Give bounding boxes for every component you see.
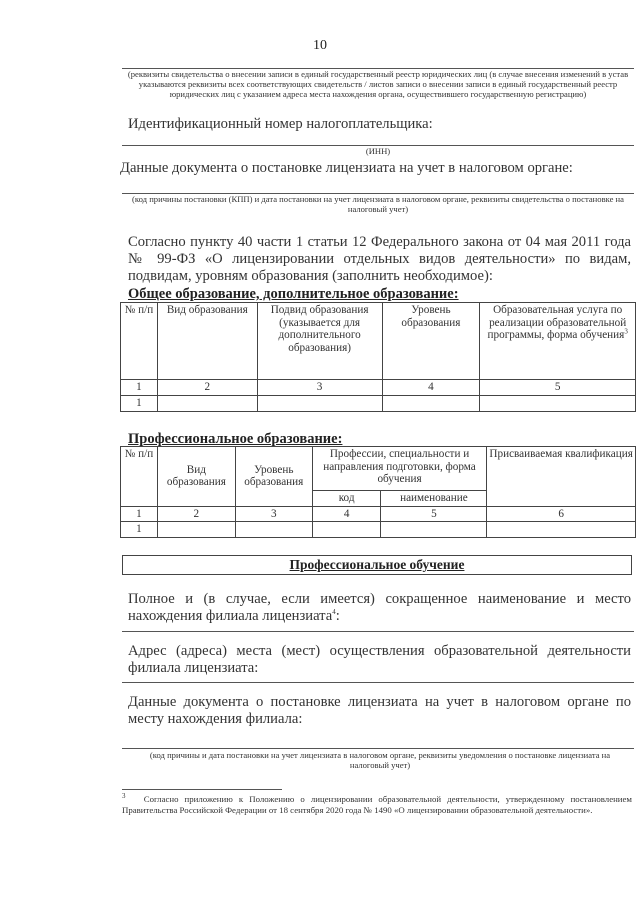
branch-name-paragraph: Полное и (в случае, если имеется) сокращенное наименование и место нахождения филиала лицензиата$^4$: bbox=[128, 591, 631, 624]
professional-education-table bbox=[120, 446, 636, 538]
col-no-header: № п/п bbox=[121, 303, 158, 380]
empty-cell bbox=[487, 522, 636, 538]
page-number: 10 bbox=[313, 38, 327, 53]
empty-cell bbox=[312, 522, 381, 538]
tax-heading: Данные документа о постановке лицензиата на учет в налоговом органе: bbox=[120, 160, 573, 176]
branch-name-rule bbox=[122, 631, 634, 632]
col-professions-header: Профессии, специальности и направления подготовки, форма обучения bbox=[312, 447, 487, 491]
branch-address-paragraph: Адрес (адреса) места (мест) осуществления образовательной деятельности филиала лицензиата: bbox=[128, 643, 631, 676]
empty-cell bbox=[157, 395, 257, 411]
number-cell: 5 bbox=[381, 506, 487, 522]
table-header-row bbox=[121, 447, 636, 491]
intro-paragraph: Согласно пункту 40 части 1 статьи 12 Федерального закона от 04 мая 2011 года № 99-ФЗ «О лицензировании отдельных видов деятельности» по видам, подвидам, уровням образования (заполнить необходимое): bbox=[128, 234, 631, 284]
number-cell: 2 bbox=[157, 506, 235, 522]
col-subtype-header: Подвид образования (указывается для дополнительного образования) bbox=[257, 303, 382, 380]
empty-cell bbox=[235, 522, 312, 538]
branch-tax-caption: (код причины и дата постановки на учет лицензиата в налоговом органе, реквизиты уведомления о постановке лицензиата на налоговый учет) bbox=[149, 750, 611, 770]
professional-education-heading: Профессиональное образование: bbox=[128, 431, 343, 447]
table-row bbox=[121, 395, 636, 411]
number-cell: 3 bbox=[257, 380, 382, 396]
general-education-heading: Общее образование, дополнительное образование: bbox=[128, 286, 459, 302]
empty-cell bbox=[480, 395, 636, 411]
col-type-header: Вид образования bbox=[157, 447, 235, 507]
table-header-row bbox=[121, 303, 636, 380]
footnote: $^3$ Согласно приложению к Положению о лицензировании образовательной деятельности, утвержденному постановлением Правительства Российской Федерации от 18 сентября 2020 года № 1490 «О лицензировании образовательной деятельности». bbox=[122, 792, 632, 815]
row-number-cell: 1 bbox=[121, 522, 158, 538]
professional-training-heading: Профессиональное обучение bbox=[122, 555, 632, 575]
table-numbering-row bbox=[121, 506, 636, 522]
number-cell: 3 bbox=[235, 506, 312, 522]
table-numbering-row bbox=[121, 380, 636, 396]
number-cell: 4 bbox=[382, 380, 480, 396]
inn-heading: Идентификационный номер налогоплательщика: bbox=[128, 116, 433, 132]
col-level-header: Уровень образования bbox=[382, 303, 480, 380]
branch-tax-paragraph: Данные документа о постановке лицензиата на учет в налоговом органе по месту нахождения филиала: bbox=[128, 694, 631, 727]
number-cell: 1 bbox=[121, 380, 158, 396]
egrul-caption: (реквизиты свидетельства о внесении записи в единый государственный реестр юридических лиц (в случае внесения изменений в устав указываются реквизиты всех соответствующих свидетельств / листов записи о внесении записи в единый государственный реестр юридических лиц с указанием адреса места нахождения органа, осуществившего государственную регистрацию) bbox=[127, 69, 629, 99]
empty-cell bbox=[382, 395, 480, 411]
number-cell: 5 bbox=[480, 380, 636, 396]
col-type-header: Вид образования bbox=[157, 303, 257, 380]
col-no-header: № п/п bbox=[121, 447, 158, 507]
empty-cell bbox=[257, 395, 382, 411]
table-row bbox=[121, 522, 636, 538]
branch-address-rule bbox=[122, 682, 634, 683]
number-cell: 4 bbox=[312, 506, 381, 522]
col-service-header: Образовательная услуга по реализации образовательной программы, форма обучения$^3$ bbox=[480, 303, 636, 380]
footnote-separator bbox=[122, 789, 282, 790]
empty-cell bbox=[381, 522, 487, 538]
tax-caption: (код причины постановки (КПП) и дата постановки на учет лицензиата в налоговом органе, реквизиты свидетельства о постановке на налоговый учет) bbox=[132, 194, 624, 214]
number-cell: 6 bbox=[487, 506, 636, 522]
empty-cell bbox=[157, 522, 235, 538]
col-qualification-header: Присваиваемая квалификация bbox=[487, 447, 636, 507]
inn-caption: (ИНН) bbox=[365, 146, 391, 156]
general-education-table bbox=[120, 302, 636, 412]
col-name-header: наименование bbox=[381, 491, 487, 507]
number-cell: 1 bbox=[121, 506, 158, 522]
row-number-cell: 1 bbox=[121, 395, 158, 411]
col-level-header: Уровень образования bbox=[235, 447, 312, 507]
branch-tax-rule bbox=[122, 748, 634, 749]
number-cell: 2 bbox=[157, 380, 257, 396]
footnote-mark: 3 bbox=[122, 792, 126, 801]
col-code-header: код bbox=[312, 491, 381, 507]
